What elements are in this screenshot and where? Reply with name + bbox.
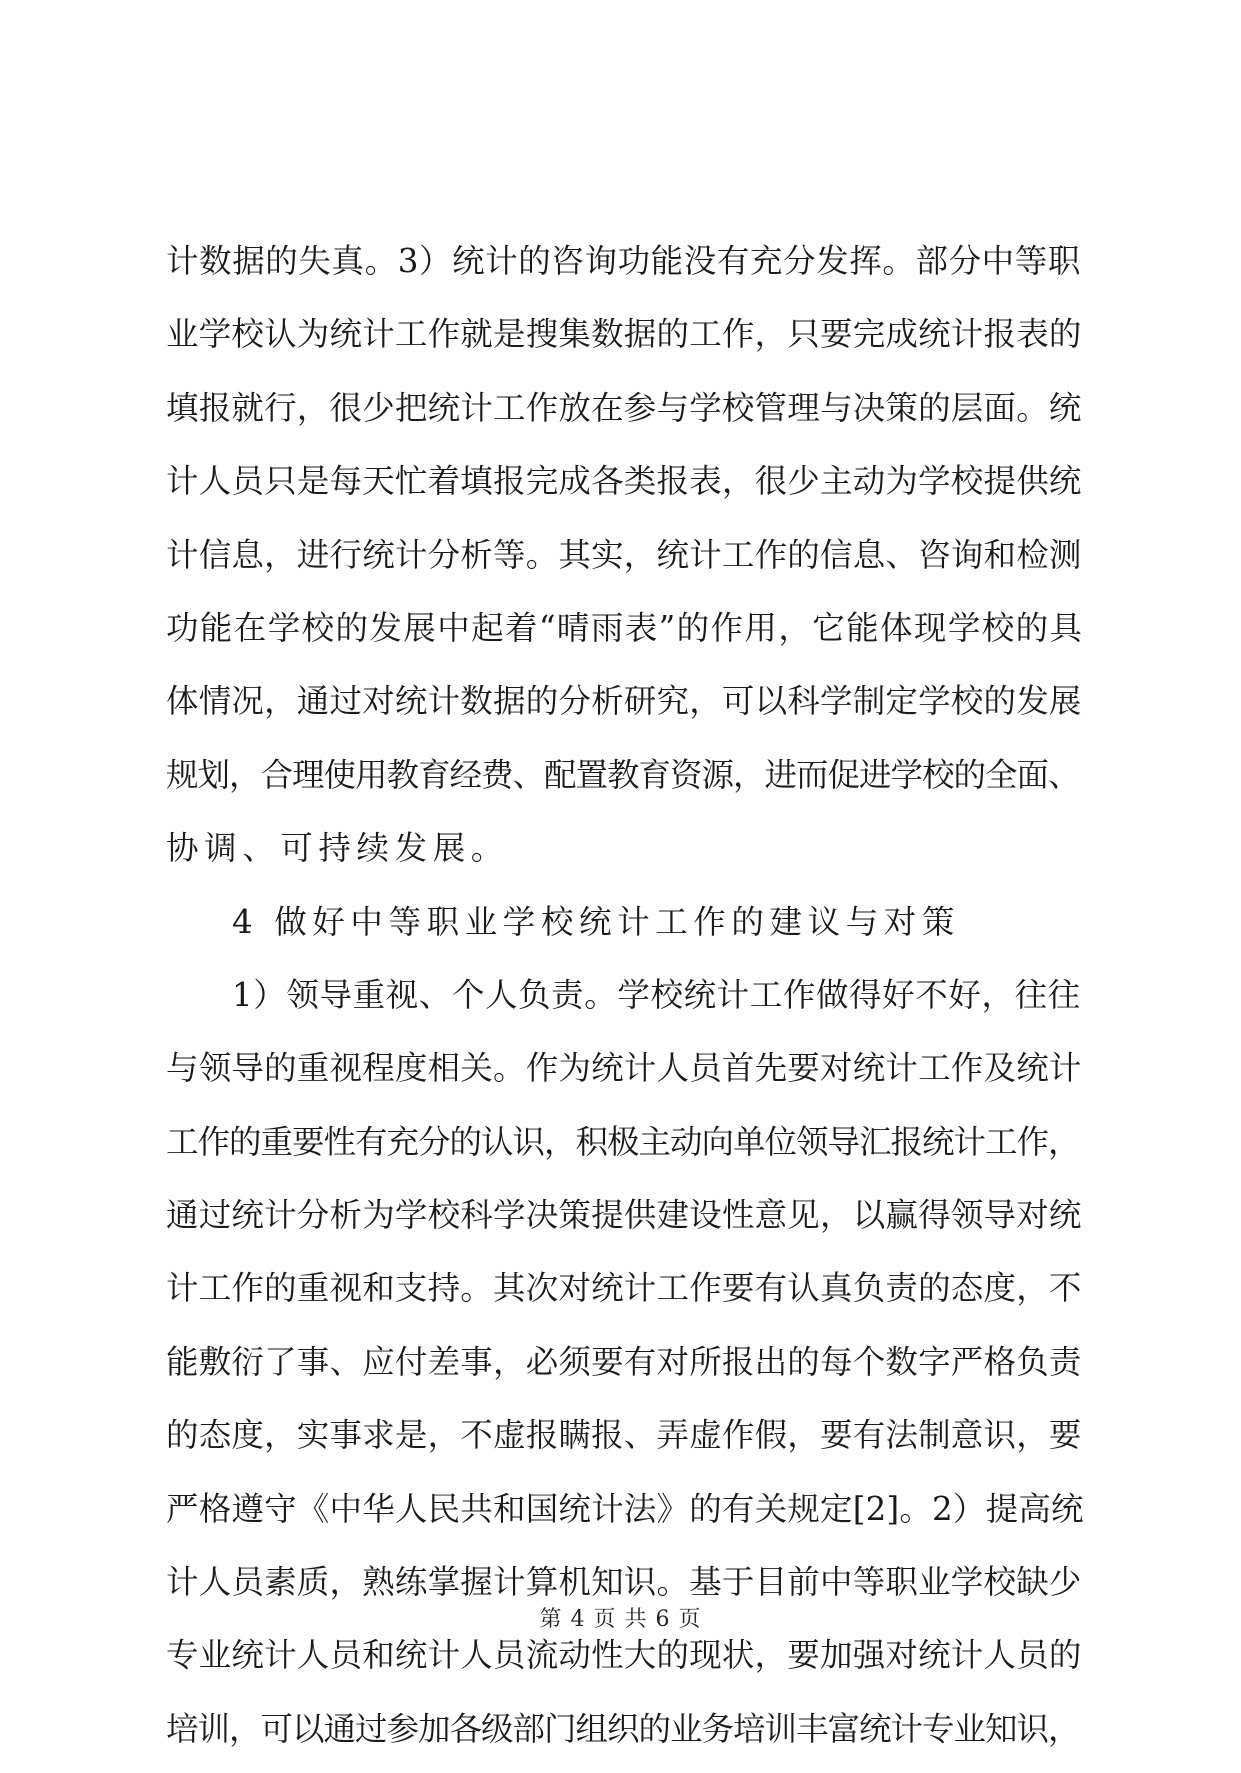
text-line: 通过统计分析为学校科学决策提供建设性意见，以赢得领导对统 — [166, 1196, 1082, 1235]
text-line: 计人员只是每天忙着填报完成各类报表，很少主动为学校提供统 — [166, 462, 1082, 501]
text-line: 工作的重要性有充分的认识，积极主动向单位领导汇报统计工作， — [166, 1122, 1080, 1161]
section-heading: 4 做好中等职业学校统计工作的建议与对策 — [232, 902, 961, 941]
document-body — [166, 232, 1084, 1773]
text-line: 填报就行，很少把统计工作放在参与学校管理与决策的层面。统 — [166, 388, 1082, 427]
page-number-footer: 第 4 页 共 6 页 — [539, 1607, 702, 1632]
text-line: 功能在学校的发展中起着“晴雨表”的作用，它能体现学校的具 — [166, 608, 1084, 647]
text-line: 业学校认为统计工作就是搜集数据的工作，只要完成统计报表的 — [166, 315, 1082, 354]
text-line: 计信息，进行统计分析等。其实，统计工作的信息、咨询和检测 — [166, 535, 1082, 574]
text-line: 的态度，实事求是，不虚报瞒报、弄虚作假，要有法制意识，要 — [166, 1416, 1082, 1455]
text-line: 体情况，通过对统计数据的分析研究，可以科学制定学校的发展 — [166, 682, 1082, 721]
text-line: 能敷衍了事、应付差事，必须要有对所报出的每个数字严格负责 — [166, 1342, 1082, 1381]
text-line: 计人员素质，熟练掌握计算机知识。基于目前中等职业学校缺少 — [166, 1563, 1082, 1602]
text-line: 计数据的失真。3）统计的咨询功能没有充分发挥。部分中等职 — [166, 242, 1081, 280]
text-line: 与领导的重视程度相关。作为统计人员首先要对统计工作及统计 — [166, 1049, 1082, 1088]
text-line: 计工作的重视和支持。其次对统计工作要有认真负责的态度，不 — [166, 1269, 1082, 1308]
text-line: 协调、可持续发展。 — [166, 829, 509, 868]
text-line: 专业统计人员和统计人员流动性大的现状，要加强对统计人员的 — [166, 1636, 1082, 1675]
paragraph-first-line: 1）领导重视、个人负责。学校统计工作做得好不好，往往 — [232, 975, 1081, 1014]
text-line: 规划，合理使用教育经费、配置教育资源，进而促进学校的全面、 — [166, 755, 1080, 794]
text-line: 培训，可以通过参加各级部门组织的业务培训丰富统计专业知识， — [166, 1709, 1080, 1748]
text-line: 严格遵守《中华人民共和国统计法》的有关规定[2]。2）提高统 — [166, 1489, 1084, 1528]
